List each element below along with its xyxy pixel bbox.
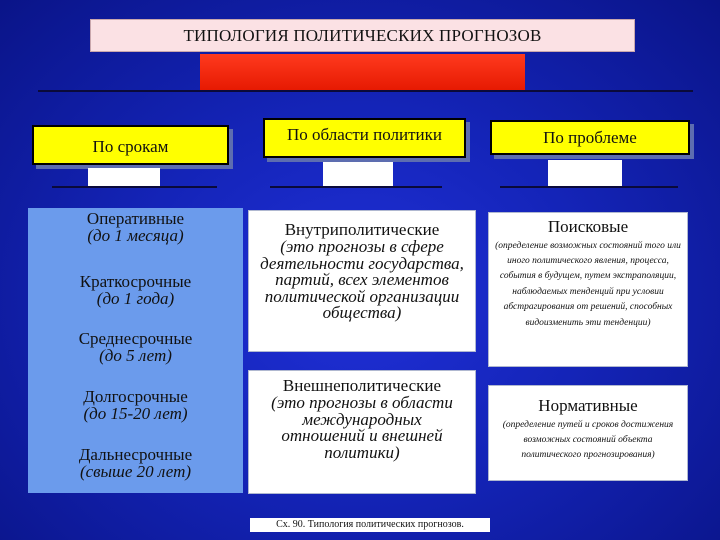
term-span: (до 5 лет): [99, 346, 172, 365]
domestic-policy-box: [248, 210, 476, 352]
connector-dash-term: [52, 186, 217, 188]
term-name: Среднесрочные: [78, 329, 193, 348]
term-span: (до 1 года): [96, 289, 175, 308]
foreign-description: (это прогнозы в области международных отношений и внешней политики): [271, 392, 453, 462]
term-name: Дальнесрочные: [78, 445, 193, 464]
normative-forecast-box: [488, 385, 688, 481]
term-item: [28, 210, 243, 244]
foreign-policy-box: [248, 370, 476, 494]
category-by-problem: По проблеме: [490, 120, 690, 155]
connector-stub-problem: [548, 160, 622, 188]
term-name: Оперативные: [86, 209, 185, 228]
term-name: Долгосрочные: [83, 387, 188, 406]
figure-caption: Сх. 90. Типология политических прогнозов.: [250, 518, 490, 532]
title-connector-block: [200, 54, 525, 92]
term-span: (свыше 20 лет): [79, 462, 192, 481]
normative-description: (определение путей и сроков достижения возможных состояний объекта политического прогнозирования): [502, 419, 674, 461]
foreign-title: Внешнеполитические: [282, 376, 442, 395]
search-description: (определение возможных состояний того или иного политического явления, процесса, события в будущем, путем экстраполяции, наблюдаемых тенденций при условии абстрагирования от решений, способных видоизменить эти тенденции): [495, 240, 681, 328]
domestic-title: Внутриполитические: [284, 220, 440, 239]
term-item: [28, 273, 243, 307]
category-by-policy-area: По области политики: [263, 118, 466, 158]
connector-stub-policy: [323, 162, 393, 188]
connector-dash-policy: [270, 186, 442, 188]
term-item: [28, 388, 243, 422]
connector-dash-problem: [500, 186, 678, 188]
term-name: Краткосрочные: [79, 272, 192, 291]
domestic-description: (это прогнозы в сфере деятельности государства, партий, всех элементов политической организации общества): [260, 236, 464, 323]
diagram-title: ТИПОЛОГИЯ ПОЛИТИЧЕСКИХ ПРОГНОЗОВ: [90, 19, 635, 52]
search-forecast-box: [488, 212, 688, 367]
term-span: (до 15-20 лет): [83, 404, 188, 423]
term-item: [28, 446, 243, 480]
search-title: Поисковые: [547, 217, 629, 236]
branch-line: [38, 90, 693, 92]
category-by-term: По срокам: [32, 125, 229, 165]
term-item: [28, 330, 243, 364]
normative-title: Нормативные: [538, 396, 638, 415]
connector-stub-term: [88, 168, 160, 188]
term-types-panel: [28, 208, 243, 493]
term-span: (до 1 месяца): [87, 226, 184, 245]
